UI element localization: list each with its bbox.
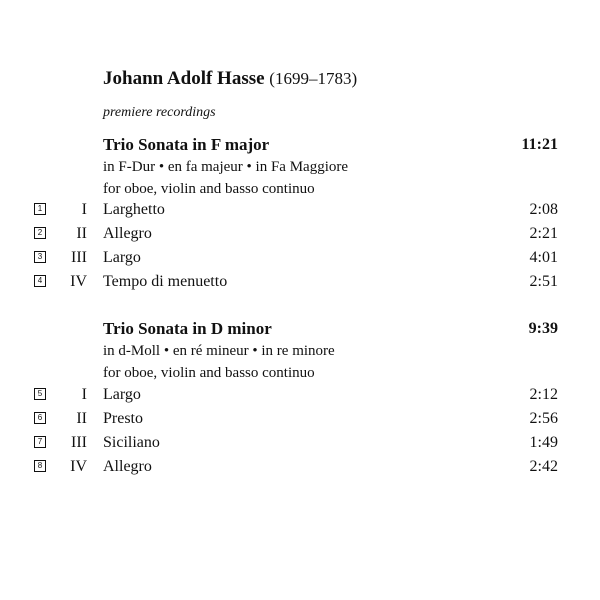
movement-duration: 2:56 (529, 410, 558, 427)
movement-title: Larghetto (103, 201, 165, 218)
track-number-box[interactable]: 1 (34, 203, 46, 215)
subtitle: premiere recordings (103, 105, 216, 120)
movement-duration: 2:12 (529, 386, 558, 403)
movement-duration: 2:42 (529, 458, 558, 475)
composer-heading (103, 68, 357, 90)
track-number-box[interactable]: 4 (34, 275, 46, 287)
work-total-duration: 11:21 (521, 136, 558, 153)
track-number-box[interactable]: 6 (34, 412, 46, 424)
movement-title: Allegro (103, 458, 152, 475)
movement-title: Allegro (103, 225, 152, 242)
movement-title: Siciliano (103, 434, 160, 451)
movement-title: Largo (103, 386, 141, 403)
movement-duration: 2:08 (529, 201, 558, 218)
movement-number: II (76, 225, 87, 242)
track-number-box[interactable]: 7 (34, 436, 46, 448)
movement-title: Presto (103, 410, 143, 427)
movement-duration: 2:21 (529, 225, 558, 242)
track-number-box[interactable]: 3 (34, 251, 46, 263)
movement-number: I (81, 386, 87, 403)
movement-number: IV (70, 273, 87, 290)
movement-number: IV (70, 458, 87, 475)
movement-title: Largo (103, 249, 141, 266)
movement-duration: 2:51 (529, 273, 558, 290)
work-scoring: for oboe, violin and basso continuo (103, 365, 315, 381)
movement-title: Tempo di menuetto (103, 273, 228, 290)
movement-duration: 4:01 (529, 249, 558, 266)
track-number-box[interactable]: 5 (34, 388, 46, 400)
movement-number: III (71, 434, 87, 451)
work-translations: in F-Dur • en fa majeur • in Fa Maggiore (103, 159, 349, 175)
movement-duration: 1:49 (529, 434, 558, 451)
work-title: Trio Sonata in D minor (103, 319, 272, 338)
movement-number: I (81, 201, 87, 218)
work-translations: in d-Moll • en ré mineur • in re minore (103, 343, 335, 359)
composer-dates: (1699–1783) (269, 69, 358, 88)
work-scoring: for oboe, violin and basso continuo (103, 181, 315, 197)
work-title: Trio Sonata in F major (103, 135, 270, 154)
work-total-duration: 9:39 (528, 320, 558, 337)
movement-number: II (76, 410, 87, 427)
movement-number: III (71, 249, 87, 266)
composer-name: Johann Adolf Hasse (103, 68, 265, 89)
track-number-box[interactable]: 2 (34, 227, 46, 239)
track-number-box[interactable]: 8 (34, 460, 46, 472)
